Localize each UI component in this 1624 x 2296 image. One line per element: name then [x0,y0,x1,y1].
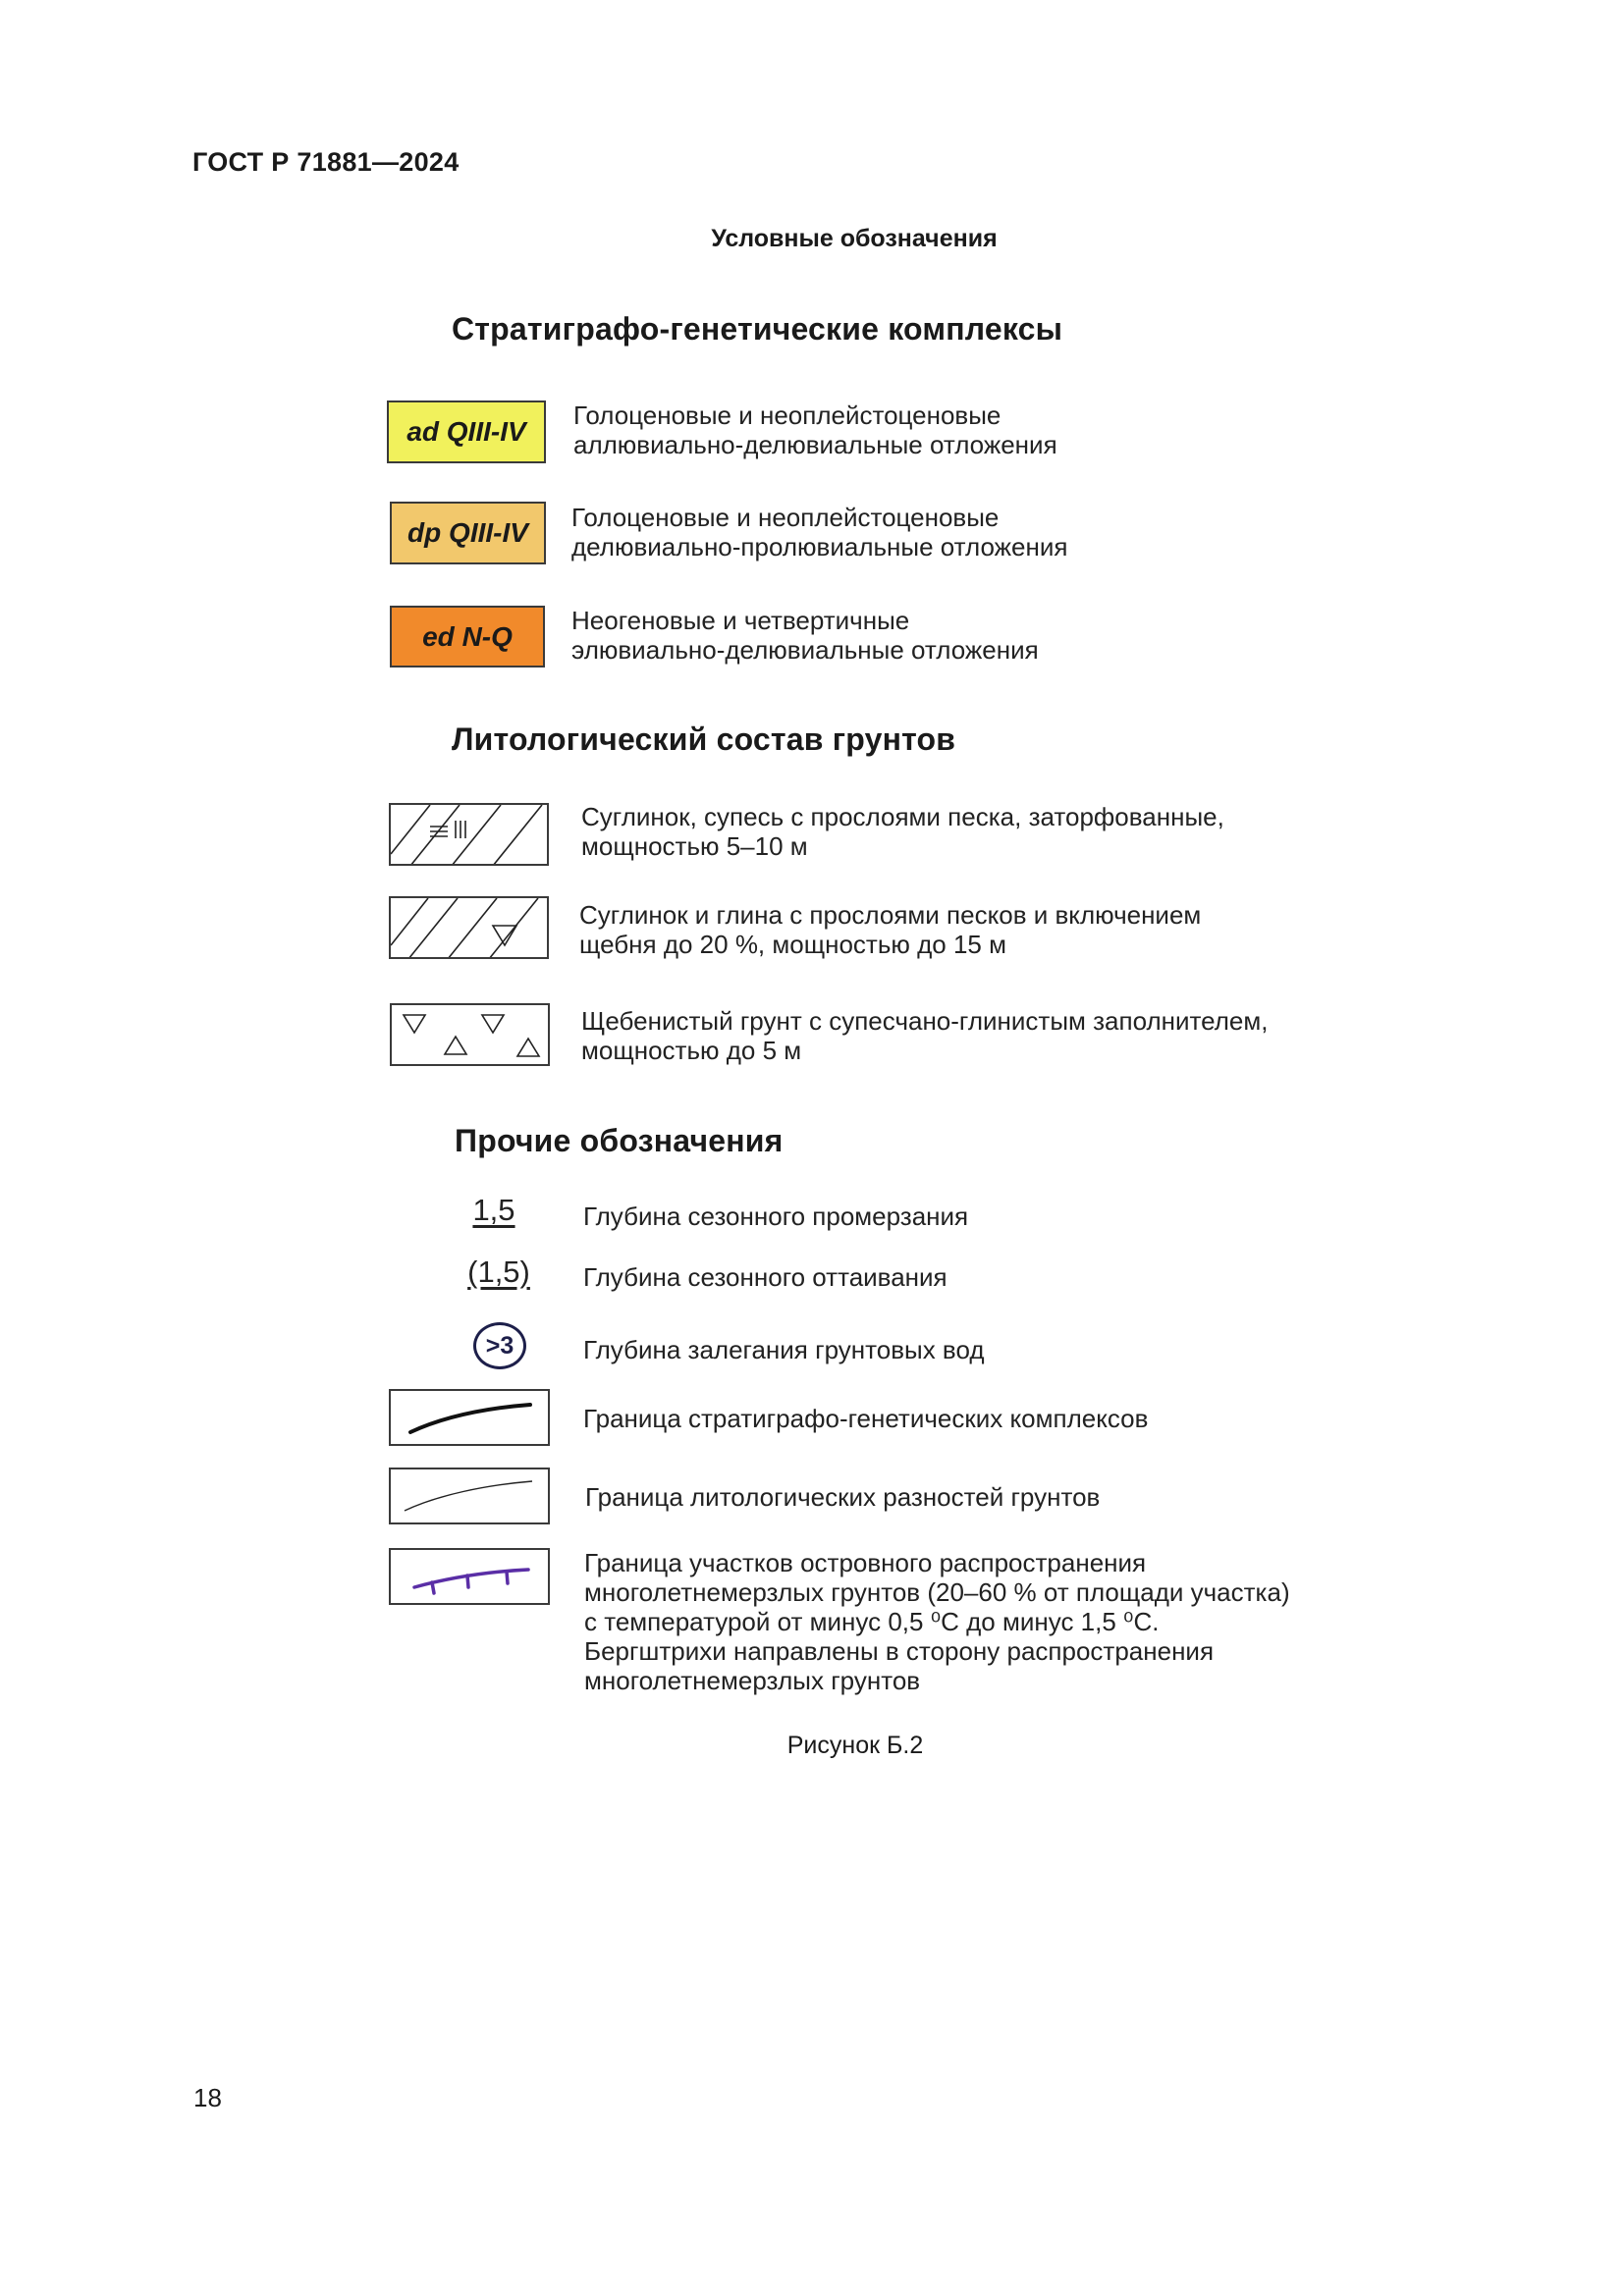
lithology-description-line: мощностью до 5 м [581,1036,802,1065]
complex-swatch-ed [390,606,545,667]
permafrost-boundary-description [584,1548,1290,1695]
groundwater-depth-icon [473,1322,526,1369]
complex-description-line: элювиально-делювиальные отложения [571,635,1039,665]
complex-code-ed: ed N-Q [422,620,513,652]
permafrost-description-line: Граница участков островного распространения [584,1548,1147,1577]
complex-description-line: Голоценовые и неоплейстоценовые [573,400,1001,430]
lithology-description-1 [581,802,1224,861]
permafrost-boundary-line-icon [389,1548,550,1605]
section-heading-lithology: Литологический состав грунтов [452,721,956,757]
permafrost-description-line: с температурой от минус 0,5 ⁰С до минус 1,5 ⁰С. [584,1607,1160,1636]
lithology-description-2 [579,900,1201,959]
page-number: 18 [193,2083,222,2112]
lithology-boundary-label: Граница литологических разностей грунтов [585,1482,1101,1512]
complex-swatch-dp [390,502,546,564]
freeze-depth-symbol: 1,5 [472,1193,515,1227]
complex-boundary-label: Граница стратиграфо-генетических комплексов [583,1404,1149,1433]
lithology-description-line: Суглинок, супесь с прослоями песка, заторфованные, [581,802,1224,831]
complex-description-line: делювиально-пролювиальные отложения [571,532,1068,561]
lithology-description-line: мощностью 5–10 м [581,831,808,861]
gravel-soil-pattern-icon [390,1003,550,1066]
complex-description-line: Неогеновые и четвертичные [571,606,910,635]
section-heading-complexes: Стратиграфо-генетические комплексы [452,311,1063,347]
legend-title: Условные обозначения [711,225,998,252]
figure-caption: Рисунок Б.2 [786,1732,924,1759]
complex-description-ed [571,606,1039,665]
complex-description-dp [571,503,1067,561]
thaw-depth-label: Глубина сезонного оттаивания [583,1262,947,1292]
freeze-depth-label: Глубина сезонного промерзания [583,1201,969,1231]
complex-code-dp: dp QIII-IV [407,517,528,548]
lithology-description-line: Суглинок и глина с прослоями песков и включением [579,900,1202,930]
lithology-description-3 [581,1006,1268,1065]
lithology-description-line: Щебенистый грунт с супесчано-глинистым заполнителем, [581,1006,1269,1036]
complex-description-line: аллювиально-делювиальные отложения [573,430,1057,459]
complex-description-line: Голоценовые и неоплейстоценовые [571,503,1000,532]
groundwater-depth-symbol: >3 [485,1331,514,1360]
complex-boundary-line-icon [389,1389,550,1446]
lithology-description-line: щебня до 20 %, мощностью до 15 м [579,930,1006,959]
complex-code-ad: ad QIII-IV [406,416,526,447]
thaw-depth-symbol: (1,5) [467,1255,530,1289]
document-code: ГОСТ Р 71881—2024 [192,147,460,177]
lithology-boundary-line-icon [389,1468,550,1524]
loam-clay-gravel-pattern-icon [389,896,549,959]
loam-with-sand-peat-pattern-icon [389,803,549,866]
permafrost-description-line: многолетнемерзлых грунтов [584,1666,921,1695]
permafrost-description-line: многолетнемерзлых грунтов (20–60 % от площади участка) [584,1577,1290,1607]
complex-swatch-ad [387,400,546,463]
groundwater-depth-label: Глубина залегания грунтовых вод [583,1335,985,1364]
permafrost-description-line: Бергштрихи направлены в сторону распространения [584,1636,1215,1666]
complex-description-ad [573,400,1057,459]
section-heading-other: Прочие обозначения [455,1123,784,1158]
